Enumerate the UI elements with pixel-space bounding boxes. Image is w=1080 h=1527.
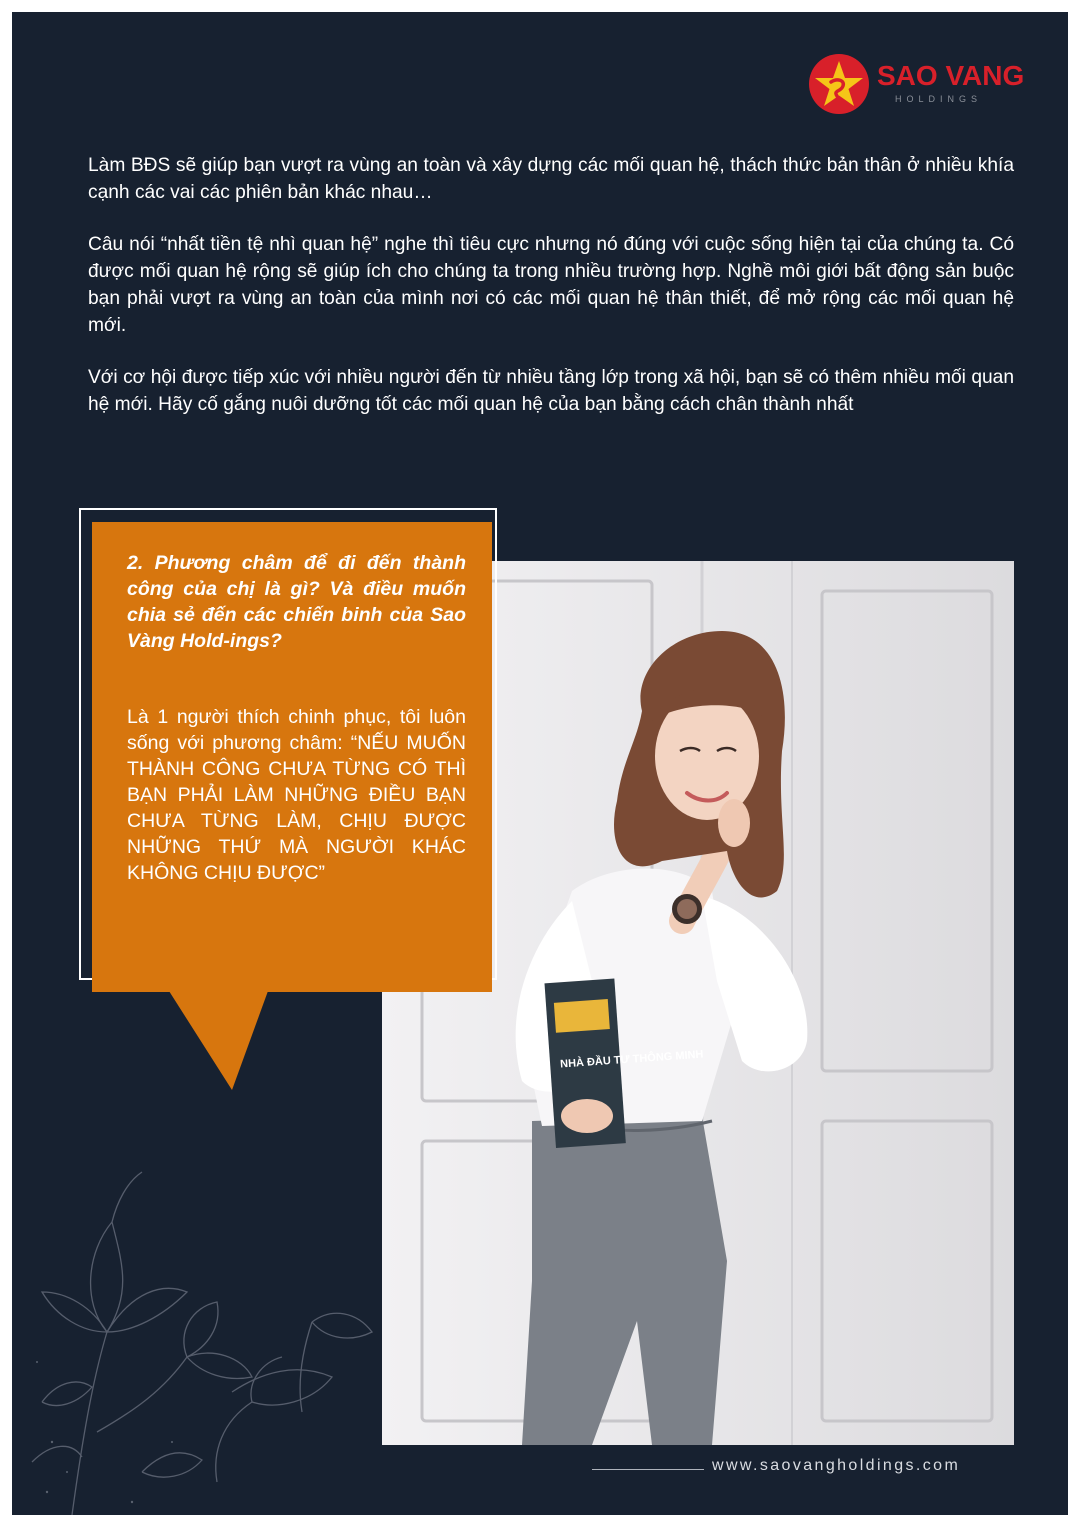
- interview-question: 2. Phương châm để đi đến thành công của chị là gì? Và điều muốn chia sẻ đến các chiến binh của Sao Vàng Hold-ings?: [127, 552, 466, 652]
- brand-logo[interactable]: [807, 52, 1037, 118]
- star-emblem-icon: [807, 52, 871, 116]
- paragraph: Câu nói “nhất tiền tệ nhì quan hệ” nghe thì tiêu cực nhưng nó đúng với cuộc sống hiện tại của chúng ta. Có được mối quan hệ rộng sẽ giúp ích cho chúng ta trong nhiều trường hợp. Nghề môi giới bất động sản buộc bạn phải vượt ra vùng an toàn của mình nơi có các mối quan hệ thân thiết, để mở rộng các mối quan hệ mới.: [88, 234, 1014, 336]
- paragraph: Làm BĐS sẽ giúp bạn vượt ra vùng an toàn và xây dựng các mối quan hệ, thách thức bản thân ở nhiều khía cạnh các vai các phiên bản khác nhau…: [88, 155, 1014, 203]
- logo-wordmark: SAO VANG: [877, 60, 1025, 91]
- book-title: NHÀ ĐẦU TƯ THÔNG MINH: [559, 1048, 704, 1071]
- page: [12, 12, 1068, 1515]
- interview-answer: Là 1 người thích chinh phục, tôi luôn sống với phương châm: “NẾU MUỐN THÀNH CÔNG CHƯA TỪNG CÓ THÌ BẠN PHẢI LÀM NHỮNG ĐIỀU BẠN CHƯA TỪNG LÀM, CHỊU ĐƯỢC NHỮNG THỨ MÀ NGƯỜI KHÁC KHÔNG CHỊU ĐƯỢC”: [127, 706, 466, 884]
- speech-bubble-tail: [162, 980, 302, 1090]
- paragraph: Với cơ hội được tiếp xúc với nhiều người đến từ nhiều tầng lớp trong xã hội, bạn sẽ có thêm nhiều mối quan hệ mới. Hãy cố gắng nuôi dưỡng tốt các mối quan hệ của bạn bằng cách chân thành nhất: [88, 367, 1014, 415]
- floral-decoration-icon: [12, 1142, 382, 1515]
- website-link[interactable]: www.saovangholdings.com: [712, 1457, 961, 1474]
- logo-subtext: HOLDINGS: [895, 94, 983, 104]
- article-body: [88, 152, 1014, 443]
- footer-divider: [592, 1469, 704, 1470]
